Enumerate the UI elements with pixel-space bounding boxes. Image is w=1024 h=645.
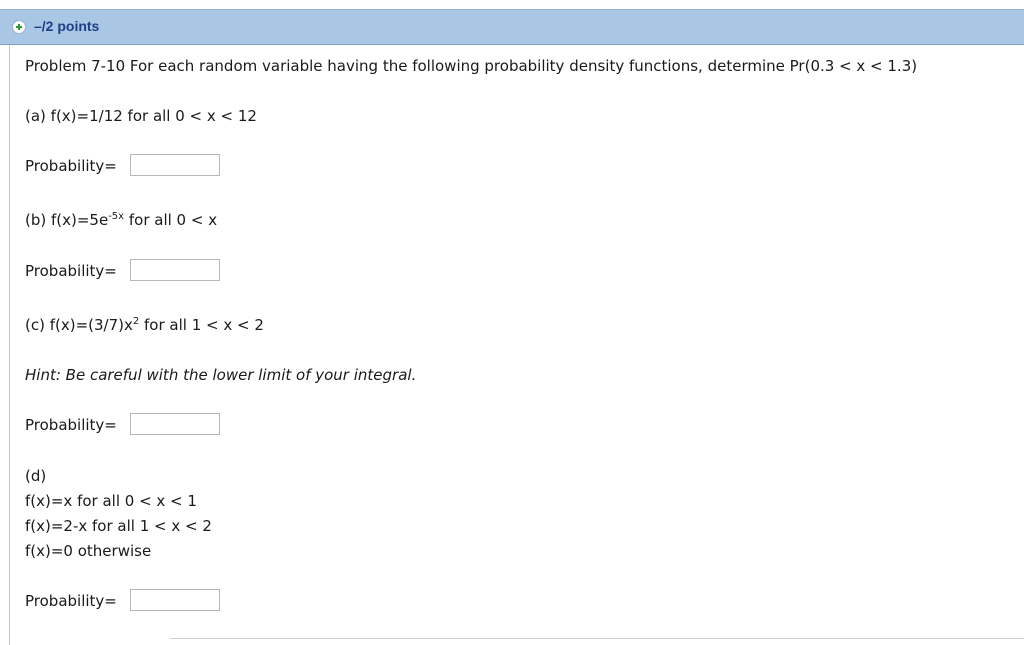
part-c-hint: Hint: Be careful with the lower limit of your integral. [25,366,417,384]
part-d-line2: f(x)=2-x for all 1 < x < 2 [25,517,212,535]
points-label: –/2 points [34,18,100,34]
part-b-suffix: for all 0 < x [124,211,218,229]
part-c-exponent: 2 [132,316,140,327]
probability-label-d: Probability= [25,592,117,610]
part-d-label: (d) [25,467,47,485]
part-b-exponent: -5x [108,211,125,222]
part-a-text: (a) f(x)=1/12 for all 0 < x < 12 [25,107,257,125]
probability-label-a: Probability= [25,157,117,175]
probability-input-d[interactable] [130,589,220,611]
probability-label-b: Probability= [25,262,117,280]
top-strip [0,0,1024,9]
left-divider [9,45,10,645]
probability-input-b[interactable] [130,259,220,281]
part-c-suffix: for all 1 < x < 2 [139,316,264,334]
plus-circle-icon[interactable] [12,20,26,34]
bottom-divider [170,638,1024,639]
part-d-line1: f(x)=x for all 0 < x < 1 [25,492,197,510]
part-b-text [25,211,217,229]
part-c-prefix: (c) f(x)=(3/7)x [25,316,133,334]
part-c-text [25,316,264,334]
problem-statement: Problem 7-10 For each random variable having the following probability density functions, determine Pr(0.3 < x < 1.3) [25,57,918,75]
part-d-line3: f(x)=0 otherwise [25,542,152,560]
probability-label-c: Probability= [25,416,117,434]
probability-input-a[interactable] [130,154,220,176]
probability-input-c[interactable] [130,413,220,435]
part-b-prefix: (b) f(x)=5e [25,211,109,229]
question-header [0,9,1024,45]
